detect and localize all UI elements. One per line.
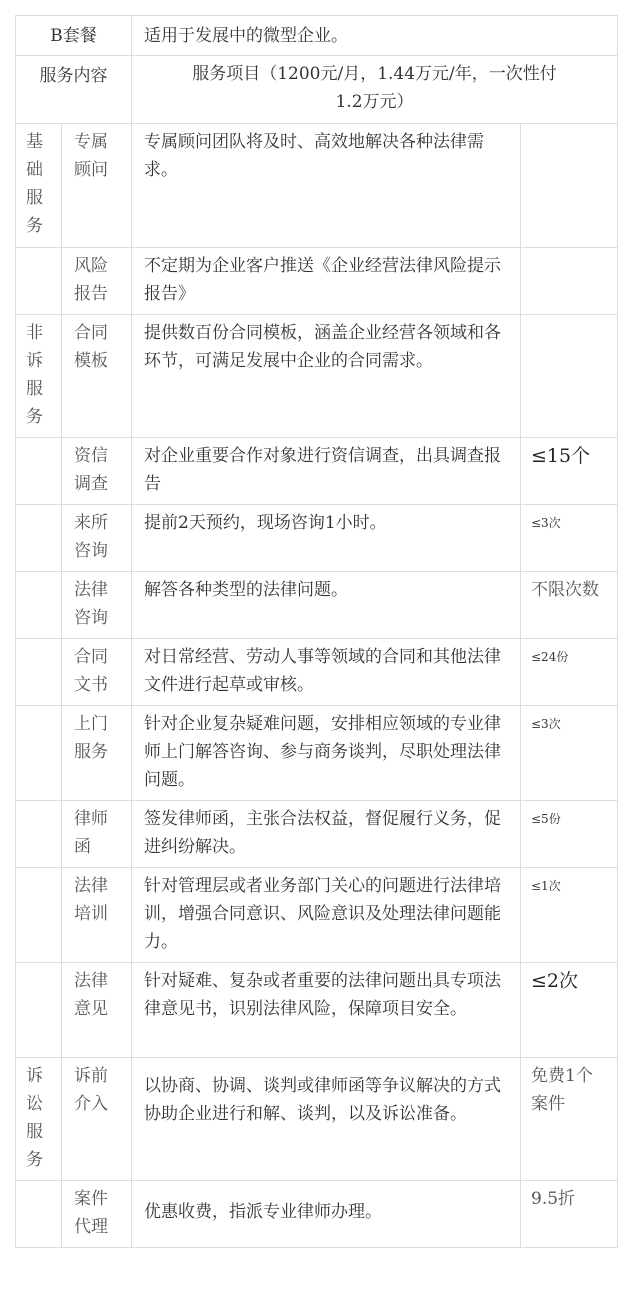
empty-cell [16,639,62,706]
service-quota: ≤2次 [521,963,618,1058]
table-row [16,963,618,1058]
service-desc: 以协商、协调、谈判或律师函等争议解决的方式协助企业进行和解、谈判，以及诉讼准备。 [132,1058,521,1181]
service-quota [521,315,618,438]
empty-cell [16,1181,62,1248]
service-name: 合同文书 [62,639,132,706]
service-quota: 不限次数 [521,572,618,639]
service-quota: ≤3次 [521,706,618,801]
service-content-label: 服务内容 [16,56,132,124]
table-row [16,438,618,505]
package-label: B套餐 [16,16,132,56]
service-quota: 免费1个案件 [521,1058,618,1181]
service-name: 专属顾问 [62,124,132,248]
service-desc: 对企业重要合作对象进行资信调查，出具调查报告 [132,438,521,505]
service-name: 合同模板 [62,315,132,438]
service-desc: 提供数百份合同模板，涵盖企业经营各领域和各环节，可满足发展中企业的合同需求。 [132,315,521,438]
service-desc: 针对企业复杂疑难问题，安排相应领域的专业律师上门解答咨询、参与商务谈判，尽职处理法律问题。 [132,706,521,801]
service-name: 案件代理 [62,1181,132,1248]
service-name: 风险报告 [62,248,132,315]
package-description: 适用于发展中的微型企业。 [132,16,618,56]
service-package-table [15,15,618,1248]
table-row [16,124,618,248]
service-name: 法律意见 [62,963,132,1058]
table-row [16,505,618,572]
empty-cell [16,801,62,868]
service-items-header [132,56,618,124]
empty-cell [16,438,62,505]
service-items-line2: 1.2万元） [335,92,414,112]
table-row [16,572,618,639]
service-quota: ≤3次 [521,505,618,572]
table-row [16,868,618,963]
service-desc: 解答各种类型的法律问题。 [132,572,521,639]
table-row [16,56,618,124]
table-row [16,706,618,801]
category-litigation: 诉讼服务 [16,1058,62,1181]
service-quota: ≤24份 [521,639,618,706]
service-name: 法律咨询 [62,572,132,639]
service-desc: 优惠收费，指派专业律师办理。 [132,1181,521,1248]
table-row [16,1181,618,1248]
service-items-line1: 服务项目（1200元/月，1.44万元/年，一次性付 [192,64,557,84]
service-name: 诉前介入 [62,1058,132,1181]
service-quota: ≤1次 [521,868,618,963]
service-name: 法律培训 [62,868,132,963]
service-name: 来所咨询 [62,505,132,572]
category-basic: 基础服务 [16,124,62,248]
service-desc: 不定期为企业客户推送《企业经营法律风险提示报告》 [132,248,521,315]
service-desc: 对日常经营、劳动人事等领域的合同和其他法律文件进行起草或审核。 [132,639,521,706]
table-row [16,1058,618,1181]
service-desc: 签发律师函，主张合法权益，督促履行义务，促进纠纷解决。 [132,801,521,868]
service-desc: 针对疑难、复杂或者重要的法律问题出具专项法律意见书，识别法律风险，保障项目安全。 [132,963,521,1058]
table-row [16,315,618,438]
service-quota: 9.5折 [521,1181,618,1248]
empty-cell [16,248,62,315]
table-row [16,801,618,868]
service-desc: 专属顾问团队将及时、高效地解决各种法律需求。 [132,124,521,248]
service-quota [521,248,618,315]
empty-cell [16,963,62,1058]
empty-cell [16,706,62,801]
service-quota [521,124,618,248]
service-name: 律师函 [62,801,132,868]
table-row [16,639,618,706]
service-name: 上门服务 [62,706,132,801]
empty-cell [16,868,62,963]
service-quota: ≤5份 [521,801,618,868]
service-desc: 提前2天预约，现场咨询1小时。 [132,505,521,572]
empty-cell [16,505,62,572]
category-non-litigation: 非诉服务 [16,315,62,438]
table-row [16,16,618,56]
service-name: 资信调查 [62,438,132,505]
table-row [16,248,618,315]
service-desc: 针对管理层或者业务部门关心的问题进行法律培训，增强合同意识、风险意识及处理法律问题能力。 [132,868,521,963]
empty-cell [16,572,62,639]
service-quota: ≤15个 [521,438,618,505]
